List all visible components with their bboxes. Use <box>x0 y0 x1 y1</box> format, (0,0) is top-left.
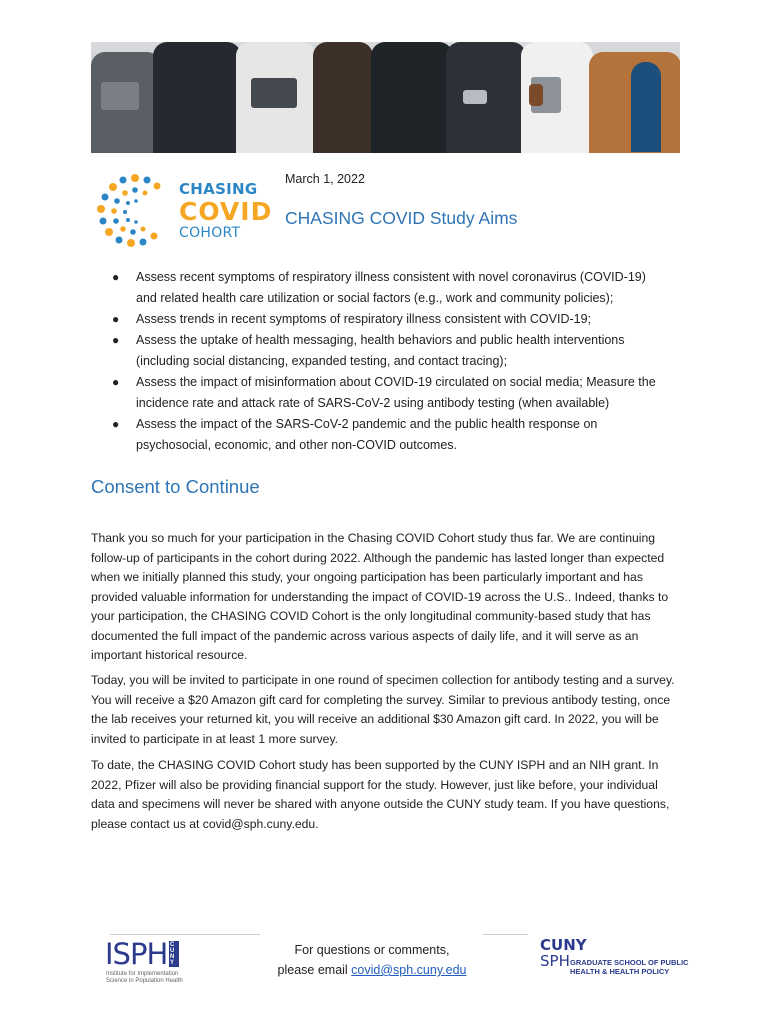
isph-subtitle: Institute for Implementation Science in Population Health <box>106 971 183 984</box>
sph-wordmark: SPH <box>540 952 570 970</box>
consent-heading: Consent to Continue <box>91 476 260 497</box>
header-photo-banner <box>91 42 680 153</box>
isph-wordmark: ISPH <box>105 937 168 971</box>
isph-cuny-tag: CUNY <box>169 941 179 967</box>
list-item: ● Assess the impact of misinformation about COVID-19 circulated on social media; Measure the incidence rate and attack rate of SARS-CoV-2 using antibody testing (when available) <box>91 372 661 414</box>
cuny-school-name: GRADUATE SCHOOL OF PUBLIC HEALTH & HEALTH POLICY <box>570 958 689 976</box>
document-date: March 1, 2022 <box>285 172 365 186</box>
bullet-icon: ● <box>112 375 120 389</box>
isph-logo <box>92 935 192 987</box>
consent-paragraph-1: Thank you so much for your participation in the Chasing COVID Cohort study thus far. We are continuing follow-up of participants in the cohort during 2022. Although the pandemic has lasted longer than expected when we initially planned this study, your ongoing participation has been particularly important and has provided valuable information for understanding the impact of COVID-19 across the U.S.. Indeed, thanks to your participation, the CHASING COVID Cohort is the only longitudinal community-based study that has documented the full impact of the pandemic across various aspects of daily life, and it will serve as an important historical resource. <box>91 531 669 662</box>
logo-covid: COVID <box>179 197 273 226</box>
list-item: ● Assess the impact of the SARS-CoV-2 pandemic and the public health response on psychosocial, economic, and other non-COVID outcomes. <box>91 414 661 456</box>
study-aims-list <box>91 267 661 456</box>
email-link[interactable]: covid@sph.cuny.edu <box>351 963 467 977</box>
consent-paragraph-3: To date, the CHASING COVID Cohort study has been supported by the CUNY ISPH and an NIH grant. In 2022, Pfizer will also be providing financial support for the study. However, just like before, your individual data and specimens will never be shared with anyone outside the CUNY study team. If you have questions, please contact us at covid@sph.cuny.edu. <box>91 758 670 831</box>
consent-paragraph-2: Today, you will be invited to participate in one round of specimen collection for antibody testing and a survey. You will receive a $20 Amazon gift card for completing the survey. Similar to previous antibody testing, once the lab receives your returned kit, you will receive an additional $30 Amazon gift card. In 2022, you will be invited to participate in at least 1 more survey. <box>91 673 675 746</box>
list-item: ● Assess trends in recent symptoms of respiratory illness consistent with COVID-19; <box>91 309 661 330</box>
bullet-icon: ● <box>112 417 120 431</box>
bullet-icon: ● <box>112 333 120 347</box>
logo-chasing: CHASING <box>179 180 258 198</box>
bullet-icon: ● <box>112 270 120 284</box>
footer-contact <box>262 940 482 980</box>
footer-line-2: please email covid@sph.cuny.edu <box>277 963 467 977</box>
bullet-icon: ● <box>112 312 120 326</box>
logo-cohort: COHORT <box>179 225 241 241</box>
study-aims-heading: CHASING COVID Study Aims <box>285 208 518 228</box>
list-item: ● Assess recent symptoms of respiratory illness consistent with novel coronavirus (COVID-19) and related health care utilization or social factors (e.g., work and community policies); <box>91 267 661 309</box>
dotted-c-icon <box>92 170 182 250</box>
chasing-covid-logo <box>92 170 273 250</box>
list-item: ● Assess the uptake of health messaging, health behaviors and public health interventions (including social distancing, expanded testing, and contact tracing); <box>91 330 661 372</box>
footer-divider-right <box>483 934 528 935</box>
footer-line-1: For questions or comments, <box>294 943 450 957</box>
cuny-wordmark: CUNY <box>540 936 587 954</box>
cuny-sph-logo <box>540 936 690 980</box>
